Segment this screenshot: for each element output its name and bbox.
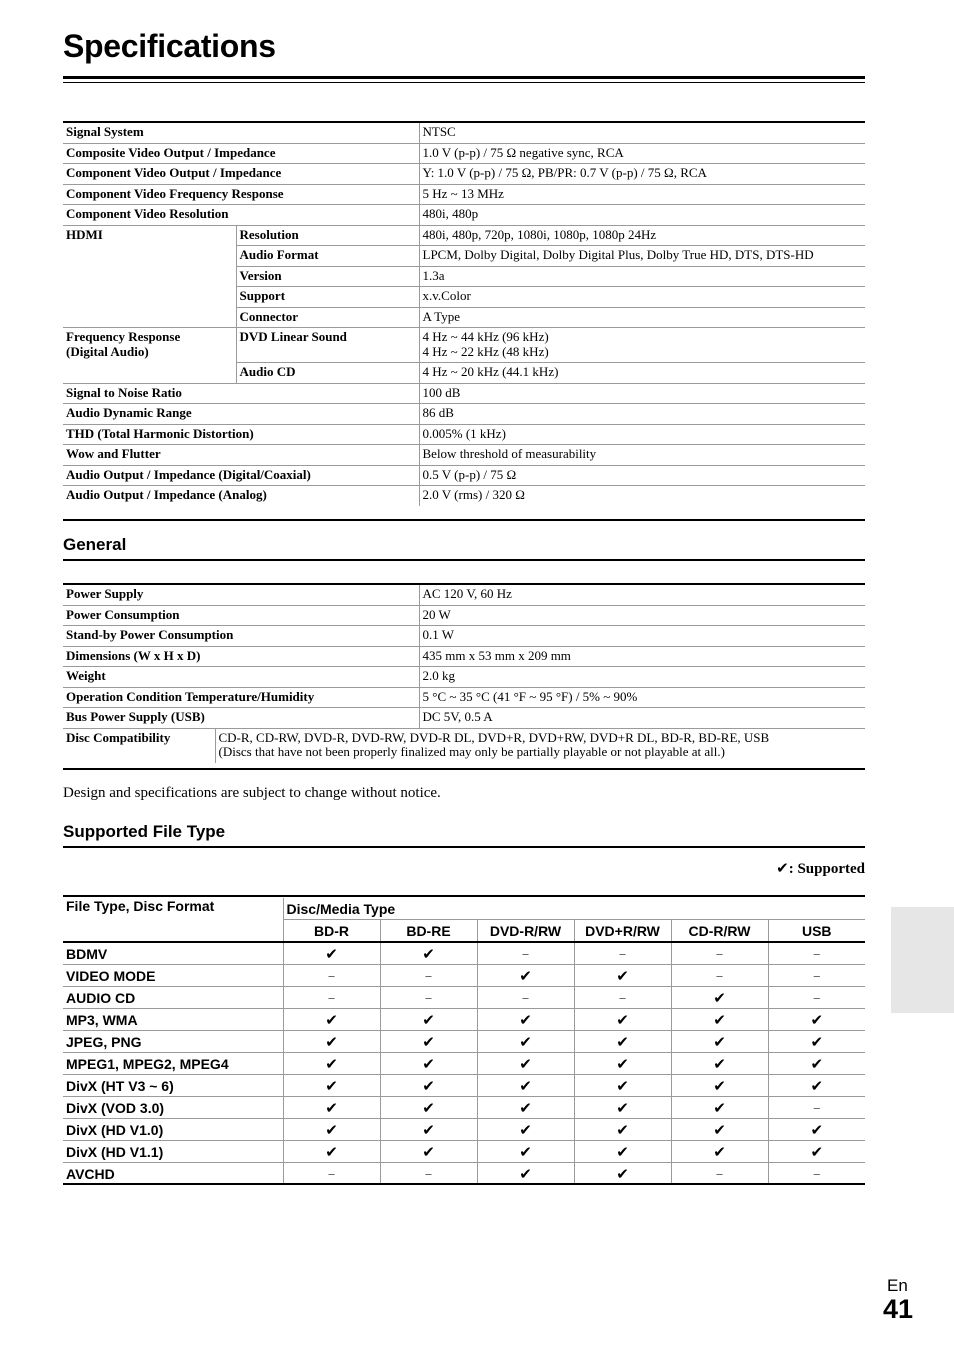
spec-table-bottom-rule [63, 519, 865, 521]
table-row [63, 1119, 865, 1141]
table-row [63, 1075, 865, 1097]
dash-mark: – [380, 987, 477, 1009]
checkmark-icon: ✔ [380, 1141, 477, 1163]
checkmark-icon: ✔ [380, 1097, 477, 1119]
dash-mark: – [477, 987, 574, 1009]
general-table [63, 585, 865, 763]
dash-mark: – [671, 1163, 768, 1185]
table-row: Audio Output / Impedance (Digital/Coaxial) 0.5 V (p-p) / 75 Ω [63, 465, 865, 486]
checkmark-icon: ✔ [283, 1053, 380, 1075]
table-row: Bus Power Supply (USB) DC 5V, 0.5 A [63, 708, 865, 729]
checkmark-icon: ✔ [671, 1053, 768, 1075]
checkmark-icon: ✔ [380, 1009, 477, 1031]
file-type-name: DivX (HD V1.1) [63, 1141, 283, 1163]
column-header: BD-RE [380, 920, 477, 943]
checkmark-icon: ✔ [283, 1141, 380, 1163]
dash-mark: – [574, 987, 671, 1009]
checkmark-icon: ✔ [671, 1119, 768, 1141]
checkmark-icon: ✔ [380, 1031, 477, 1053]
file-type-table-bottom-rule [63, 1183, 865, 1185]
title-rule-thin [63, 82, 865, 83]
general-heading: General [63, 535, 127, 554]
spec-notice: Design and specifications are subject to change without notice. [63, 785, 441, 801]
checkmark-icon: ✔ [671, 1031, 768, 1053]
file-type-name: DivX (VOD 3.0) [63, 1097, 283, 1119]
file-type-name: DivX (HT V3 ~ 6) [63, 1075, 283, 1097]
column-header: CD-R/RW [671, 920, 768, 943]
checkmark-icon: ✔ [477, 1009, 574, 1031]
checkmark-icon: ✔ [671, 1141, 768, 1163]
language-label: En [887, 1276, 908, 1295]
checkmark-icon: ✔ [477, 1053, 574, 1075]
checkmark-icon: ✔ [768, 1031, 865, 1053]
table-row: Component Video Output / Impedance Y: 1.0 V (p-p) / 75 Ω, PB/PR: 0.7 V (p-p) / 75 Ω, RCA [63, 164, 865, 185]
dash-mark: – [768, 942, 865, 965]
column-header: DVD-R/RW [477, 920, 574, 943]
checkmark-icon: ✔ [574, 1053, 671, 1075]
checkmark-icon: ✔ [477, 1075, 574, 1097]
dash-mark: – [283, 987, 380, 1009]
table-row: Version 1.3a [63, 266, 865, 287]
page-title: Specifications [63, 28, 276, 64]
file-type-name: AVCHD [63, 1163, 283, 1185]
file-type-name: MP3, WMA [63, 1009, 283, 1031]
column-header-format: File Type, Disc Format [63, 898, 283, 942]
file-type-name: AUDIO CD [63, 987, 283, 1009]
checkmark-icon: ✔ [380, 1075, 477, 1097]
checkmark-icon: ✔ [477, 1031, 574, 1053]
dash-mark: – [671, 965, 768, 987]
file-type-name: BDMV [63, 942, 283, 965]
dash-mark: – [477, 942, 574, 965]
table-row: Stand-by Power Consumption 0.1 W [63, 626, 865, 647]
table-row [63, 987, 865, 1009]
checkmark-icon: ✔ [574, 1141, 671, 1163]
dash-mark: – [380, 1163, 477, 1185]
checkmark-icon: ✔ [574, 1009, 671, 1031]
general-table-bottom-rule [63, 768, 865, 770]
general-heading-rule [63, 559, 865, 561]
file-type-name: JPEG, PNG [63, 1031, 283, 1053]
table-row [63, 1031, 865, 1053]
dash-mark: – [671, 942, 768, 965]
dash-mark: – [283, 965, 380, 987]
checkmark-icon: ✔ [671, 1009, 768, 1031]
checkmark-icon: ✔ [671, 987, 768, 1009]
table-row [63, 1053, 865, 1075]
checkmark-icon: ✔ [477, 1141, 574, 1163]
table-row: Connector A Type [63, 307, 865, 328]
checkmark-icon: ✔ [283, 1075, 380, 1097]
table-row: Disc Compatibility CD-R, CD-RW, DVD-R, DVD-RW, DVD-R DL, DVD+R, DVD+RW, DVD+R DL, BD-R, BD-RE, USB (Discs that have not been properly finalized may only be partially playable or not playable at all.) [63, 728, 865, 763]
table-row [63, 1097, 865, 1119]
checkmark-icon: ✔ [380, 1119, 477, 1141]
table-row: Audio Dynamic Range 86 dB [63, 404, 865, 425]
table-header-row [63, 898, 865, 920]
checkmark-icon: ✔ [671, 1075, 768, 1097]
column-header-media: Disc/Media Type [283, 898, 865, 920]
table-row: Weight 2.0 kg [63, 667, 865, 688]
dash-mark: – [283, 1163, 380, 1185]
spec-table [63, 123, 865, 506]
table-row [63, 965, 865, 987]
table-row [63, 1141, 865, 1163]
table-row: Audio Format LPCM, Dolby Digital, Dolby Digital Plus, Dolby True HD, DTS, DTS-HD [63, 246, 865, 267]
checkmark-icon: ✔ [477, 1119, 574, 1141]
checkmark-icon: ✔ [283, 1009, 380, 1031]
table-row: THD (Total Harmonic Distortion) 0.005% (1 kHz) [63, 424, 865, 445]
supported-legend: ✔: Supported [776, 859, 865, 877]
checkmark-icon: ✔ [477, 1163, 574, 1185]
checkmark-icon: ✔ [574, 1031, 671, 1053]
table-row: Signal to Noise Ratio 100 dB [63, 383, 865, 404]
checkmark-icon: ✔ [283, 1097, 380, 1119]
table-row: Composite Video Output / Impedance 1.0 V (p-p) / 75 Ω negative sync, RCA [63, 143, 865, 164]
table-row: Dimensions (W x H x D) 435 mm x 53 mm x 209 mm [63, 646, 865, 667]
table-row: Operation Condition Temperature/Humidity 5 °C ~ 35 °C (41 °F ~ 95 °F) / 5% ~ 90% [63, 687, 865, 708]
table-row: Frequency Response (Digital Audio) DVD Linear Sound 4 Hz ~ 44 kHz (96 kHz) 4 Hz ~ 22 kHz (48 kHz) [63, 328, 865, 363]
column-header: DVD+R/RW [574, 920, 671, 943]
table-row: Power Supply AC 120 V, 60 Hz [63, 585, 865, 605]
checkmark-icon: ✔ [768, 1075, 865, 1097]
page-number: 41 [883, 1294, 914, 1324]
checkmark-icon: ✔ [477, 1097, 574, 1119]
table-row: Support x.v.Color [63, 287, 865, 308]
table-row: Signal System NTSC [63, 123, 865, 143]
table-row: HDMI Resolution 480i, 480p, 720p, 1080i, 1080p, 1080p 24Hz [63, 225, 865, 246]
checkmark-icon: ✔ [283, 942, 380, 965]
checkmark-icon: ✔ [574, 1163, 671, 1185]
dash-mark: – [768, 965, 865, 987]
checkmark-icon: ✔ [776, 859, 789, 877]
checkmark-icon: ✔ [768, 1009, 865, 1031]
table-row: Power Consumption 20 W [63, 605, 865, 626]
dash-mark: – [768, 987, 865, 1009]
column-header: BD-R [283, 920, 380, 943]
checkmark-icon: ✔ [574, 1075, 671, 1097]
side-index-tab [891, 907, 954, 1013]
dash-mark: – [574, 942, 671, 965]
file-type-table-top-rule [63, 895, 865, 897]
checkmark-icon: ✔ [380, 942, 477, 965]
checkmark-icon: ✔ [283, 1031, 380, 1053]
table-row: Component Video Resolution 480i, 480p [63, 205, 865, 226]
checkmark-icon: ✔ [671, 1097, 768, 1119]
checkmark-icon: ✔ [574, 965, 671, 987]
file-type-name: VIDEO MODE [63, 965, 283, 987]
title-rule [63, 76, 865, 79]
checkmark-icon: ✔ [768, 1053, 865, 1075]
checkmark-icon: ✔ [574, 1097, 671, 1119]
dash-mark: – [768, 1163, 865, 1185]
checkmark-icon: ✔ [477, 965, 574, 987]
table-row [63, 942, 865, 965]
checkmark-icon: ✔ [768, 1141, 865, 1163]
table-row [63, 1009, 865, 1031]
file-type-table [63, 898, 865, 1184]
table-row [63, 1163, 865, 1185]
dash-mark: – [380, 965, 477, 987]
table-row: Audio CD 4 Hz ~ 20 kHz (44.1 kHz) [63, 363, 865, 384]
checkmark-icon: ✔ [380, 1053, 477, 1075]
file-type-name: MPEG1, MPEG2, MPEG4 [63, 1053, 283, 1075]
table-row: Component Video Frequency Response 5 Hz ~ 13 MHz [63, 184, 865, 205]
checkmark-icon: ✔ [574, 1119, 671, 1141]
checkmark-icon: ✔ [768, 1119, 865, 1141]
file-type-name: DivX (HD V1.0) [63, 1119, 283, 1141]
checkmark-icon: ✔ [283, 1119, 380, 1141]
file-type-heading: Supported File Type [63, 822, 226, 841]
file-type-heading-rule [63, 846, 865, 848]
table-row: Audio Output / Impedance (Analog) 2.0 V (rms) / 320 Ω [63, 486, 865, 506]
column-header: USB [768, 920, 865, 943]
dash-mark: – [768, 1097, 865, 1119]
table-row: Wow and Flutter Below threshold of measurability [63, 445, 865, 466]
